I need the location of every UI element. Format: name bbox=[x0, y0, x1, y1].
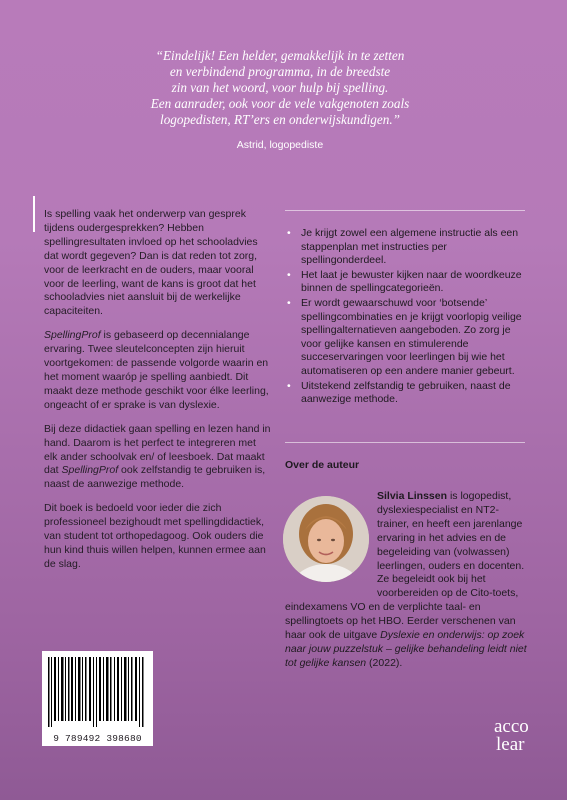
product-name: SpellingProf bbox=[61, 464, 119, 477]
logo-line1: acco bbox=[494, 716, 529, 737]
paragraph-method bbox=[44, 329, 271, 412]
author-name: Silvia Linssen bbox=[377, 490, 448, 502]
benefit-item: • Er wordt gewaarschuwd voor ‘botsende’ spellingcombinaties en je krijgt voorlopig veilige spellingalternatieven aangeboden. Zo zorg je voor gelijke kansen en stimulerende succeservaringen voor leerlingen bij wie het automatiseren op een andere manier gebeurt. bbox=[285, 297, 525, 379]
benefits-box bbox=[285, 210, 525, 443]
paragraph-text: Bij deze didactiek gaan spelling en lezen hand in hand. Daarom is het perfect te integreren met elk ander schoolvak en/ of leesboek. Dat maakt dat bbox=[44, 422, 271, 477]
publisher-logo bbox=[492, 704, 548, 764]
paragraph-intro: Is spelling vaak het onderwerp van gesprek tijdens oudergesprekken? Hebben spellingresultaten invloed op het schooladvies dat wordt gegeven? Dan is dat reden tot zorg, voor de leerkracht en de ouders, maar vooral voor de leerling, want de kans is groot dat het schooladvies niet aansluit bij de werkelijke capaciteiten. bbox=[44, 208, 258, 318]
logo-line2: lear bbox=[496, 734, 525, 755]
author-photo bbox=[283, 496, 369, 582]
product-name: SpellingProf bbox=[44, 329, 101, 342]
bio-text: is logopedist, dyslexiespecialist en NT2-trainer, en heeft een jarenlange ervaring in het advies en de begeleiding van (volwassen) leerlingen, ouders en docenten. bbox=[377, 490, 525, 572]
quote-line: logopedisten, RT’ers en onderwijskundigen.” bbox=[160, 112, 400, 127]
paragraph-text: ook zelfstandig te gebruiken is, naast de aanwezige methode. bbox=[44, 464, 266, 491]
description-column bbox=[44, 208, 271, 582]
book-title: Dyslexie en onderwijs: op zoek naar jouw puzzelstuk – gelijke behandeling leidt niet tot gelijke kansen bbox=[285, 629, 527, 669]
paragraph-text: is gebaseerd op decennialange ervaring. Twee sleutelconcepten zijn hieruit voortgekomen: de passende volgorde waarin en het moment waaróp je spelling aanbiedt. Dit maakt deze methode geschikt voor élke leerling, ongeacht of er sprake is van dyslexie. bbox=[44, 329, 269, 411]
paragraph-didactics bbox=[44, 423, 271, 493]
isbn-number: 9 789492 398680 bbox=[53, 733, 142, 744]
isbn-barcode bbox=[42, 651, 153, 746]
about-author-heading: Over de auteur bbox=[285, 459, 360, 471]
quote-line: en verbindend programma, in de breedste bbox=[169, 64, 391, 79]
dropcap-decoration bbox=[33, 196, 35, 232]
bio-text: Ze begeleidt ook bij het voorbereiden op de Cito-toets, eindexamens VO en de verplichte taal- en spellingtoets op het HBO. Eerder verschenen van haar ook de uitgave bbox=[285, 573, 519, 642]
testimonial-quote bbox=[60, 48, 500, 128]
bio-year: (2022). bbox=[366, 656, 403, 669]
quote-author: Astrid, logopediste bbox=[236, 139, 324, 151]
benefit-item: • Uitstekend zelfstandig te gebruiken, naast de aanwezige methode. bbox=[285, 380, 525, 407]
quote-line: Een aanrader, ook voor de vele vakgenoten zoals bbox=[150, 96, 410, 111]
benefits-list bbox=[285, 227, 525, 407]
paragraph-audience: Dit boek is bedoeld voor ieder die zich professioneel bezighoudt met spellingdidactiek, van student tot orthopedagoog. Ook ouders die hun kind thuis willen helpen, kunnen ermee aan de slag. bbox=[44, 502, 266, 570]
quote-line: “Eindelijk! Een helder, gemakkelijk in te zetten bbox=[155, 48, 405, 63]
benefit-item: • Het laat je bewuster kijken naar de woordkeuze binnen de spellingcategorieën. bbox=[285, 269, 525, 296]
benefit-item: • Je krijgt zowel een algemene instructie als een stappenplan met instructies per spellingonderdeel. bbox=[285, 227, 525, 268]
barcode-bars bbox=[42, 651, 153, 731]
quote-line: zin van het woord, voor hulp bij spelling. bbox=[171, 80, 389, 95]
